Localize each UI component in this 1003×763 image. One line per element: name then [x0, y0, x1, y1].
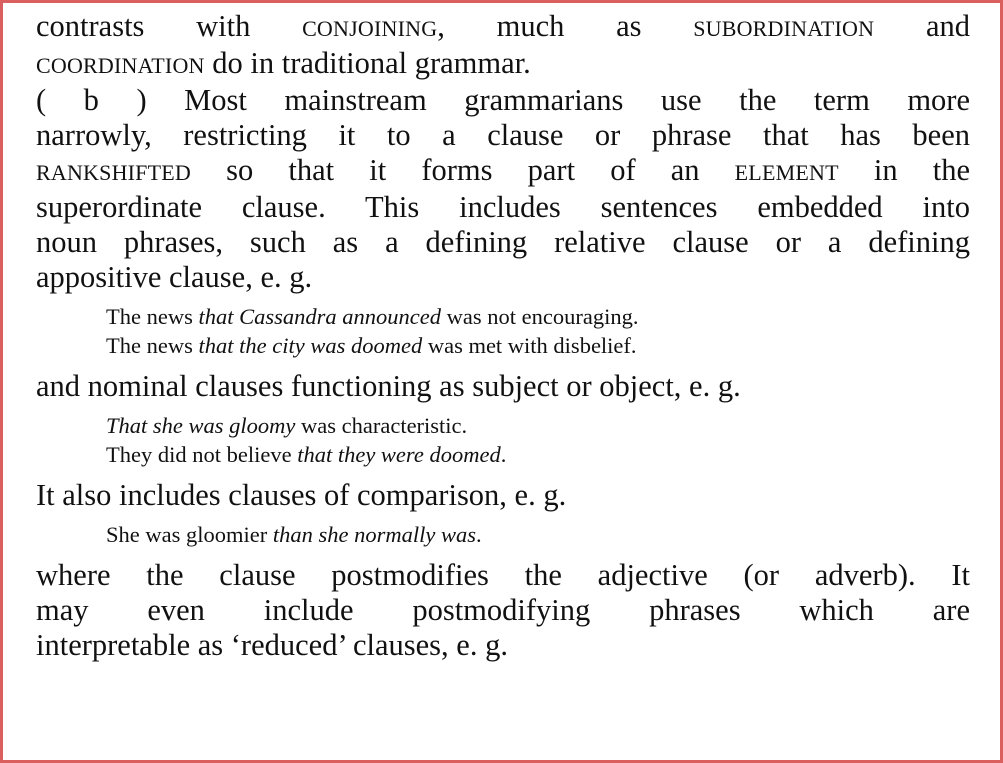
example-group-3: [36, 520, 970, 549]
text-line: It also includes clauses of comparison, e. g.: [36, 478, 567, 512]
text-line: COORDINATION do in traditional grammar.: [36, 46, 531, 80]
example-sentence: They did not believe that they were doomed.: [106, 442, 507, 467]
paragraph-nominal: [36, 369, 970, 404]
text-line: where the clause postmodifies the adjective (or adverb). It: [36, 558, 970, 592]
paragraph-b: [36, 83, 970, 295]
text-line: and nominal clauses functioning as subject or object, e. g.: [36, 369, 741, 403]
example-group-1: [36, 302, 970, 360]
example-sentence: That she was gloomy was characteristic.: [106, 413, 468, 438]
text-line: superordinate clause. This includes sentences embedded into: [36, 190, 970, 224]
text-line: RANKSHIFTED so that it forms part of an ELEMENT in the: [36, 153, 970, 187]
text-line: contrasts with CONJOINING, much as SUBORDINATION and: [36, 9, 970, 43]
example-sentence: The news that Cassandra announced was not encouraging.: [106, 304, 639, 329]
text-line: narrowly, restricting it to a clause or phrase that has been: [36, 118, 970, 152]
text-line: may even include postmodifying phrases which are: [36, 593, 970, 627]
example-sentence: The news that the city was doomed was met with disbelief.: [106, 333, 637, 358]
example-sentence: She was gloomier than she normally was.: [106, 522, 482, 547]
text-line: ( b ) Most mainstream grammarians use the term more: [36, 83, 970, 117]
paragraph-comparison: [36, 478, 970, 513]
text-line: noun phrases, such as a defining relative clause or a defining: [36, 225, 970, 259]
paragraph-continuation: [36, 9, 970, 83]
text-line: appositive clause, e. g.: [36, 260, 313, 294]
example-group-2: [36, 411, 970, 469]
text-line: interpretable as ‘reduced’ clauses, e. g.: [36, 628, 508, 662]
paragraph-postmodifies: [36, 558, 970, 663]
